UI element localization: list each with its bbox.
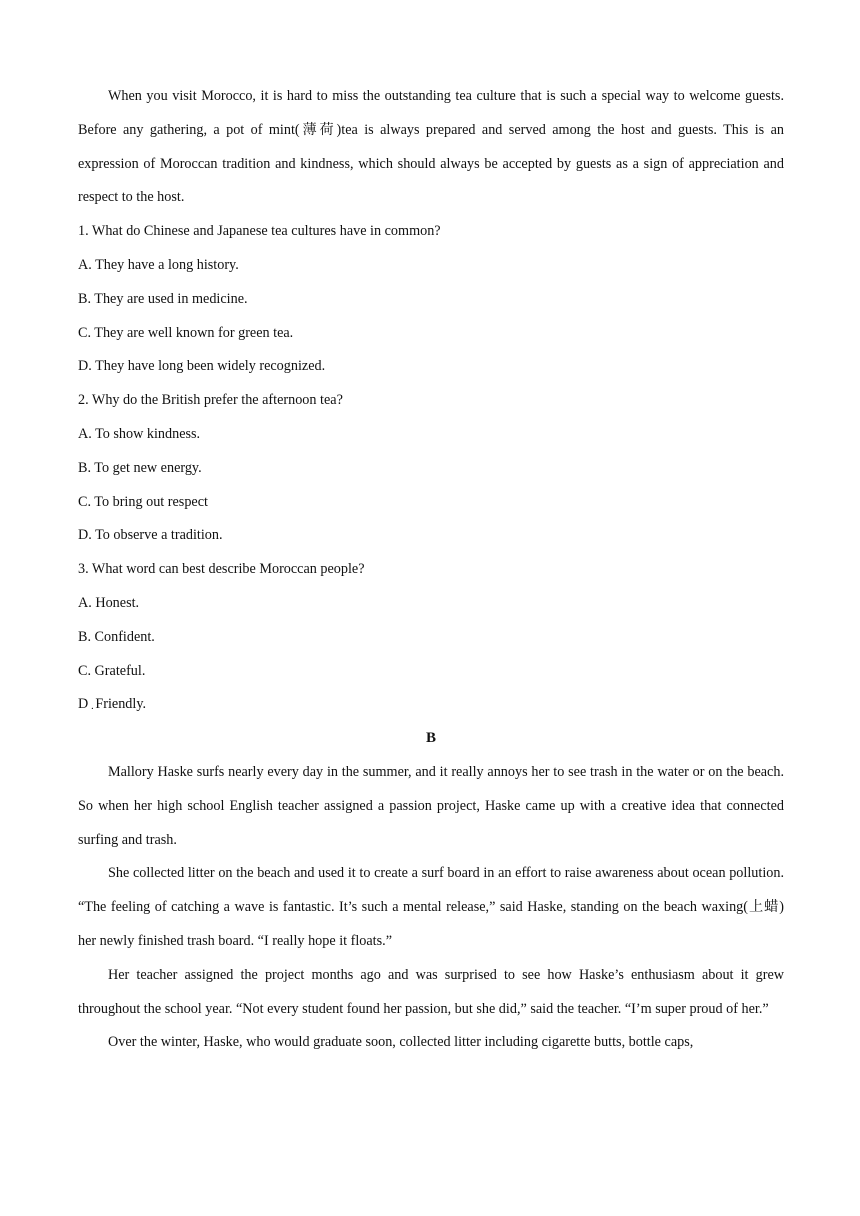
passage-a-paragraph: When you visit Morocco, it is hard to miss the outstanding tea culture that is such a special way to welcome guests. Before any gathering, a pot of mint(薄荷)tea is always prepared and served among the host and guests. This is an expression of Moroccan tradition and kindness, which should always be accepted by guests as a sign of appreciation and respect to the host. (78, 88, 784, 206)
question-1-option-c: C. They are well known for green tea. (78, 324, 294, 341)
question-3-option-d-letter: D (78, 696, 89, 713)
question-1-stem: 1. What do Chinese and Japanese tea cultures have in common? (78, 223, 441, 240)
question-2-option-c: C. To bring out respect (78, 493, 208, 510)
question-3-stem: 3. What word can best describe Moroccan people? (78, 561, 365, 578)
question-2-option-d: D. To observe a tradition. (78, 527, 223, 544)
question-3-option-c: C. Grateful. (78, 662, 146, 679)
question-3-option-b: B. Confident. (78, 628, 155, 645)
question-1-option-b: B. They are used in medicine. (78, 290, 248, 307)
option-dot-mark: . (91, 700, 94, 713)
question-3-option-d-text: Friendly. (95, 696, 147, 713)
question-1-option-d: D. They have long been widely recognized. (78, 358, 326, 375)
question-1-option-a: A. They have a long history. (78, 256, 239, 273)
document-page (78, 80, 784, 1060)
question-2-stem: 2. Why do the British prefer the afternoon tea? (78, 392, 343, 409)
question-2-option-a: A. To show kindness. (78, 425, 201, 442)
section-b-paragraph-3: Her teacher assigned the project months ago and was surprised to see how Haske’s enthusiasm about it grew throughout the school year. “Not every student found her passion, but she did,” said the teacher. “I’m super proud of her.” (78, 966, 784, 1017)
section-b-paragraph-2: She collected litter on the beach and used it to create a surf board in an effort to raise awareness about ocean pollution. “The feeling of catching a wave is fantastic. It’s such a mental release,” said Haske, standing on the beach waxing(上蜡) her newly finished trash board. “I really hope it floats.” (78, 865, 784, 949)
section-b-paragraph-1: Mallory Haske surfs nearly every day in the summer, and it really annoys her to see trash in the water or on the beach. So when her high school English teacher assigned a passion project, Haske came up with a creative idea that connected surfing and trash. (78, 763, 784, 848)
section-b-paragraph-4: Over the winter, Haske, who would graduate soon, collected litter including cigarette butts, bottle caps, (108, 1034, 694, 1051)
section-b-title: B (425, 730, 436, 747)
question-2-option-b: B. To get new energy. (78, 459, 202, 476)
question-3-option-d (78, 688, 784, 722)
question-3-option-a: A. Honest. (78, 594, 140, 611)
